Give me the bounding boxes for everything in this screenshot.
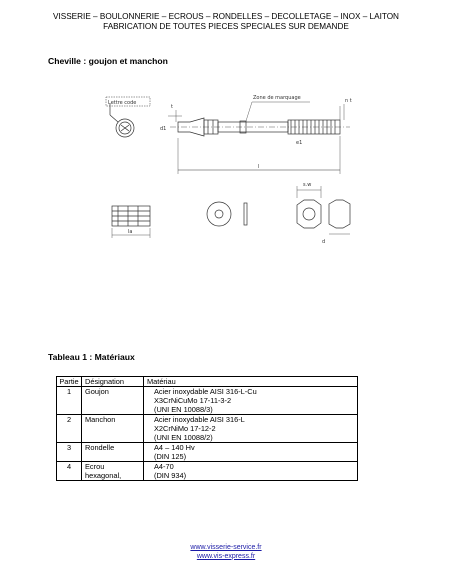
material-line: A4 – 140 Hv xyxy=(154,443,195,452)
bolt-end-view xyxy=(110,104,134,137)
designation-line: Ecrou xyxy=(85,462,105,471)
material-line: (UNI EN 10088/2) xyxy=(154,433,213,442)
header-designation: Désignation xyxy=(82,377,144,387)
material-line: (DIN 934) xyxy=(154,471,187,480)
table-row xyxy=(57,443,358,462)
cell-designation xyxy=(82,415,144,443)
technical-drawing xyxy=(0,78,452,248)
material-line: (UNI EN 10088/3) xyxy=(154,405,213,414)
header-materiau: Matériau xyxy=(144,377,358,387)
label-e1: e1 xyxy=(296,140,303,146)
cell-material xyxy=(144,443,358,462)
footer-link-visserie-service[interactable]: www.visserie-service.fr xyxy=(190,544,262,551)
material-line: A4-70 xyxy=(154,462,174,471)
cell-part: 4 xyxy=(57,462,82,481)
label-zone-marquage: Zone de marquage xyxy=(253,95,301,101)
material-line: X2CrNiMo 17-12-2 xyxy=(154,424,216,433)
designation-line: Goujon xyxy=(85,387,109,396)
washer-view xyxy=(207,202,247,226)
label-nt: n t xyxy=(345,98,352,104)
cell-material xyxy=(144,462,358,481)
designation-line: Manchon xyxy=(85,415,116,424)
label-letter-code: Lettre code xyxy=(108,100,137,106)
cell-designation xyxy=(82,443,144,462)
section-title: Cheville : goujon et manchon xyxy=(48,56,168,66)
cell-part: 2 xyxy=(57,415,82,443)
header-line-1: VISSERIE – BOULONNERIE – ECROUS – RONDELLES – DECOLLETAGE – INOX – LAITON xyxy=(53,12,399,21)
material-line: Acier inoxydable AISI 316-L-Cu xyxy=(154,387,257,396)
cell-material xyxy=(144,387,358,415)
material-line: Acier inoxydable AISI 316-L xyxy=(154,415,245,424)
label-sw: s.w xyxy=(303,182,312,188)
cell-part: 1 xyxy=(57,387,82,415)
header-line-2: FABRICATION DE TOUTES PIECES SPECIALES SUR DEMANDE xyxy=(103,22,349,31)
designation-line: hexagonal, xyxy=(85,471,122,480)
designation-line: Rondelle xyxy=(85,443,115,452)
label-length-l: l xyxy=(258,164,260,170)
footer-link-vis-express[interactable]: www.vis-express.fr xyxy=(196,552,256,560)
cell-designation xyxy=(82,462,144,481)
material-line: (DIN 125) xyxy=(154,452,187,461)
table-row xyxy=(57,415,358,443)
nut-view xyxy=(297,186,350,234)
table-row xyxy=(57,387,358,415)
label-d1: d1 xyxy=(160,126,167,132)
table-header-row xyxy=(57,377,358,387)
material-line: X3CrNiCuMo 17-11-3-2 xyxy=(154,396,232,405)
materials-table xyxy=(56,376,358,481)
header-partie: Partie xyxy=(57,377,82,387)
page-header xyxy=(0,12,452,32)
table-title: Tableau 1 : Matériaux xyxy=(48,352,135,362)
label-la: la xyxy=(128,229,133,235)
label-d: d xyxy=(322,239,326,245)
cell-designation xyxy=(82,387,144,415)
table-row xyxy=(57,462,358,481)
label-t: t xyxy=(171,104,173,110)
cell-material xyxy=(144,415,358,443)
cell-part: 3 xyxy=(57,443,82,462)
page-footer xyxy=(0,544,452,561)
